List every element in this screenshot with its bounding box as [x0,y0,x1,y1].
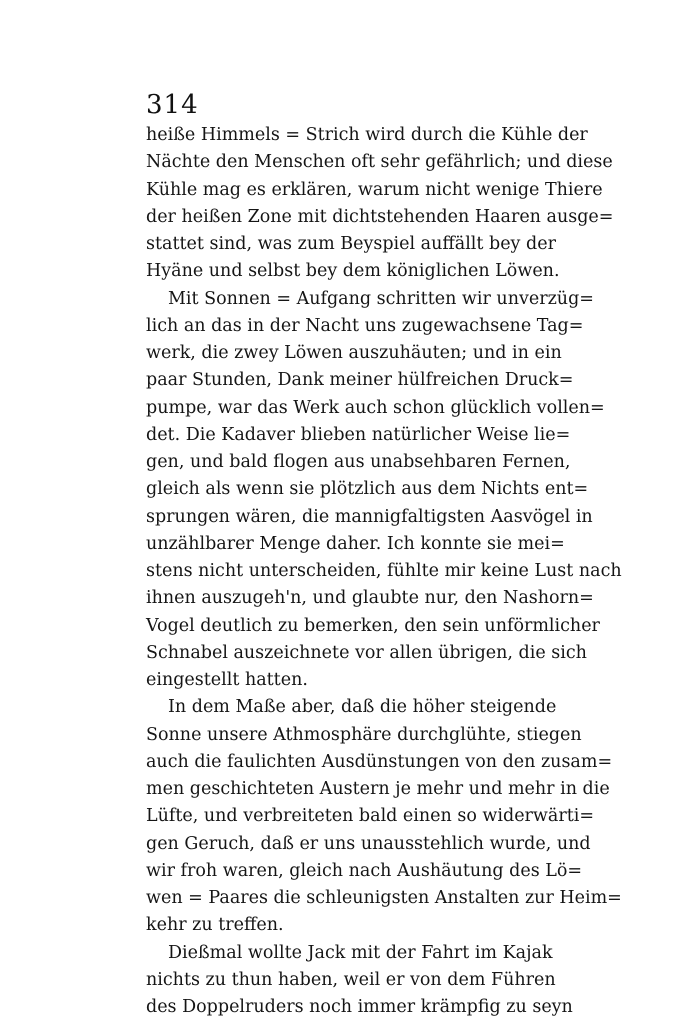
text-line: det. Die Kadaver blieben natürlicher Weise lie= [146,424,571,445]
text-line: auch die faulichten Ausdünstungen von den zusam= [146,751,613,772]
text-line: gen Geruch, daß er uns unausstehlich wurde, und [146,833,591,854]
text-line: Dießmal wollte Jack mit der Fahrt im Kajak [168,942,553,963]
text-line: Mit Sonnen = Aufgang schritten wir unverzüg= [168,288,594,309]
text-line: Hyäne und selbst bey dem königlichen Löwen. [146,261,560,282]
text-line: des Doppelruders noch immer krämpfig zu seyn [146,997,573,1017]
text-line: stattet sind, was zum Beyspiel auffällt bey der [146,234,556,254]
text-line: Vogel deutlich zu bemerken, den sein unförmlicher [146,615,600,636]
text-line: Sonne unsere Athmosphäre durchglühte, stiegen [146,724,582,745]
text-line: sprungen wären, die mannigfaltigsten Aasvögel in [146,506,593,527]
page-number: 314 [146,90,199,120]
text-line: Kühle mag es erklären, warum nicht wenige Thiere [146,179,603,200]
text-line: wir froh waren, gleich nach Aushäutung des Lö= [146,860,583,881]
body-text [146,122,622,1021]
text-line: paar Stunden, Dank meiner hülfreichen Druck= [146,370,574,391]
text-line: Nächte den Menschen oft sehr gefährlich; und diese [146,152,613,173]
text-line: stens nicht unterscheiden, fühlte mir keine Lust nach [146,561,622,581]
text-line: men geschichteten Austern je mehr und mehr in die [146,779,610,799]
text-line: der heißen Zone mit dichtstehenden Haaren ausge= [146,206,614,227]
text-line: ihnen auszugeh'n, und glaubte nur, den Nashorn= [146,588,594,609]
text-line: werk, die zwey Löwen auszuhäuten; und in ein [146,343,562,363]
text-line: Schnabel auszeichnete vor allen übrigen, die sich [146,642,587,663]
text-line: unzählbarer Menge daher. Ich konnte sie mei= [146,533,565,554]
text-line: gen, und bald flogen aus unabsehbaren Fernen, [146,452,571,472]
text-line: In dem Maße aber, daß die höher steigende [168,697,557,718]
text-line: eingestellt hatten. [146,670,308,690]
text-line: nichts zu thun haben, weil er von dem Führen [146,969,556,990]
text-line: Lüfte, und verbreiteten bald einen so widerwärti= [146,806,594,827]
text-line: lich an das in der Nacht uns zugewachsene Tag= [146,315,584,336]
text-line: kehr zu treffen. [146,915,284,936]
text-line: gleich als wenn sie plötzlich aus dem Nichts ent= [146,479,589,500]
text-line: heiße Himmels = Strich wird durch die Kühle der [146,125,588,145]
text-line: pumpe, war das Werk auch schon glücklich vollen= [146,397,605,418]
text-line: wen = Paares die schleunigsten Anstalten zur Heim= [146,888,622,908]
